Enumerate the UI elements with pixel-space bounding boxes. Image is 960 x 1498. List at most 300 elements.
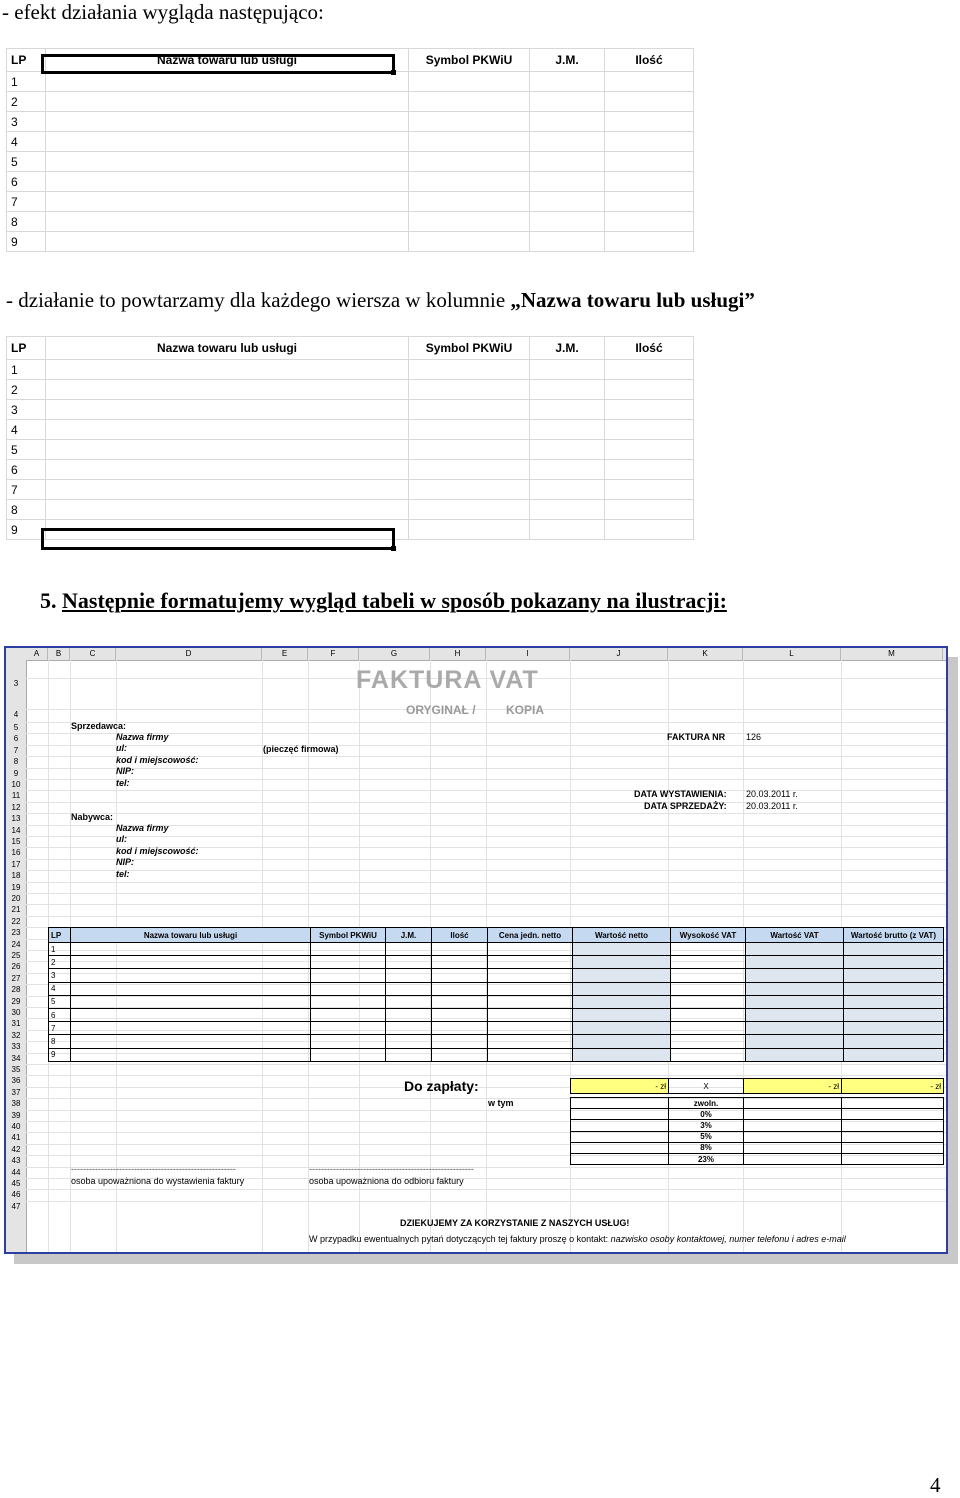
grid-cell [409,480,530,500]
vat-cell [571,1120,669,1131]
grid-header-row [7,337,694,360]
seller-fields-item: kod i miejscowość: [116,754,199,765]
row-number: 42 [11,1144,21,1154]
row-number: 16 [11,848,21,858]
vat-cell [842,1131,944,1142]
invoice-cell [573,982,671,995]
invoice-row [49,1048,944,1061]
invoice-cell [386,1022,432,1035]
grid-cell [409,92,530,112]
vat-cell [571,1098,669,1109]
signature-line-left: ------------------------------------------------------- [71,1164,236,1174]
grid-row [7,132,694,152]
vat-rate: 3% [669,1120,744,1131]
invoice-row-number: 8 [49,1035,71,1048]
invoice-cell [488,956,573,969]
grid-row [7,152,694,172]
row-number: 31 [11,1019,21,1029]
invoice-cell [488,969,573,982]
invoice-cell [386,1048,432,1061]
row-number: 8 [13,757,19,767]
row-number: 14 [11,825,21,835]
column-headers [6,648,946,661]
invoice-header-cell: Wartość brutto (z VAT) [844,928,944,943]
buyer-fields-item: Nazwa firmy [116,823,169,833]
invoice-cell [432,1008,488,1021]
seller-fields-item: Nazwa firmy [116,732,169,742]
gridline-horizontal [26,882,946,883]
grid-row-number: 5 [7,152,46,172]
invoice-header-cell: Wysokość VAT [671,928,746,943]
row-number: 21 [11,905,21,915]
invoice-number: 126 [746,732,762,742]
row-number: 15 [11,837,21,846]
grid-cell [409,152,530,172]
row-number: 13 [11,814,21,824]
original-label: ORYGINAŁ / [406,703,476,717]
gridline-horizontal [26,893,946,894]
grid-row [7,460,694,480]
invoice-cell [488,1022,573,1035]
invoice-header-cell: LP [49,928,71,943]
grid-row [7,480,694,500]
invoice-cell [311,1022,386,1035]
grid-row-number: 1 [7,72,46,92]
gridline-horizontal [26,779,946,780]
grid-row-number: 8 [7,212,46,232]
invoice-cell [746,1035,844,1048]
grid-cell [46,232,409,252]
invoice-cell [432,1035,488,1048]
grid-cell [530,92,605,112]
invoice-cell [71,943,311,956]
vat-cell [571,1153,669,1164]
column-header: K [668,648,743,660]
invoice-cell [746,995,844,1008]
invoice-row [49,982,944,995]
row-number: 3 [13,679,19,688]
invoice-cell [746,982,844,995]
step-number: 5. [40,588,57,613]
grid-row [7,232,694,252]
grid-cell [46,420,409,440]
grid-cell [46,172,409,192]
grid-cell [605,192,694,212]
column-header: G [359,648,430,660]
invoice-header-cell: J.M. [386,928,432,943]
row-number: 25 [11,951,21,960]
vat-cell [744,1109,842,1120]
vat-row [571,1098,944,1109]
vat-cell [571,1142,669,1153]
invoice-row-number: 2 [49,956,71,969]
vat-rate: zwoln. [669,1098,744,1109]
gridline-horizontal [26,870,946,871]
invoice-cell [386,943,432,956]
grid-header-cell: J.M. [530,49,605,72]
grid-cell [46,480,409,500]
invoice-cell [844,995,944,1008]
buyer-fields-item: kod i miejscowość: [116,845,199,856]
invoice-cell [488,1048,573,1061]
grid-row-number: 6 [7,172,46,192]
invoice-cell [573,943,671,956]
grid-row-number: 3 [7,112,46,132]
vat-cell [842,1142,944,1153]
grid-row-number: 1 [7,360,46,380]
page-number: 4 [930,1473,941,1497]
grid-cell [46,92,409,112]
grid-cell [409,192,530,212]
grid-cell [605,212,694,232]
grid-cell [409,460,530,480]
grid-cell [46,500,409,520]
signature-left-caption: osoba upoważniona do wystawienia faktury [71,1176,245,1186]
grid-row [7,192,694,212]
intro-line-2-bold: „Nazwa towaru lub usługi” [510,288,755,312]
grid-row [7,212,694,232]
grid-header-cell: Ilość [605,49,694,72]
grid-cell [530,500,605,520]
row-number: 19 [11,882,21,892]
grid-cell [605,520,694,540]
row-headers [6,660,27,1252]
grid-cell [530,212,605,232]
row-number: 9 [13,768,19,778]
grid-row [7,172,694,192]
invoice-cell [573,1008,671,1021]
vat-row [571,1131,944,1142]
column-header: F [308,648,359,660]
grid-cell [409,440,530,460]
grid-row-number: 7 [7,480,46,500]
stamp-label: (pieczęć firmowa) [263,744,339,754]
invoice-row-number: 6 [49,1008,71,1021]
grid-row [7,440,694,460]
row-number: 34 [11,1053,21,1063]
row-number: 11 [11,791,21,801]
row-number: 28 [11,985,21,995]
grid-cell [530,520,605,540]
gridline-horizontal [26,802,946,803]
row-number: 37 [11,1087,21,1097]
column-header: C [70,648,116,660]
grid-header-cell: Symbol PKWiU [409,337,530,360]
vat-rate: 8% [669,1142,744,1153]
grid-row-number: 2 [7,380,46,400]
invoice-cell [746,1048,844,1061]
vat-cell [842,1098,944,1109]
grid-row-number: 8 [7,500,46,520]
invoice-cell [386,1035,432,1048]
grid-cell [409,500,530,520]
issue-date: 20.03.2011 r. [746,789,798,799]
spreadsheet-grid-2 [6,336,694,540]
invoice-header-cell: Nazwa towaru lub usługi [71,928,311,943]
sale-date: 20.03.2011 r. [746,801,798,811]
grid-cell [46,212,409,232]
invoice-cell [432,956,488,969]
gridline-horizontal [26,836,946,837]
vat-rate: 23% [669,1153,744,1164]
grid-row-number: 6 [7,460,46,480]
grid-cell [530,192,605,212]
invoice-cell [746,956,844,969]
vat-cell [744,1120,842,1131]
grid-cell [530,112,605,132]
invoice-cell [311,982,386,995]
intro-line-2-plain: - działanie to powtarzamy dla każdego wiersza w kolumnie [6,288,511,312]
contact-note-plain: W przypadku ewentualnych pytań dotyczących tej faktury proszę o kontakt: [309,1234,611,1244]
invoice-header-cell: Wartość VAT [746,928,844,943]
invoice-cell [432,995,488,1008]
to-pay-row [570,1078,944,1094]
grid-header-cell: Nazwa towaru lub usługi [46,337,409,360]
row-number: 46 [11,1190,21,1200]
grid-header-cell: Symbol PKWiU [409,49,530,72]
grid-cell [409,132,530,152]
invoice-cell [311,956,386,969]
invoice-cell [311,1008,386,1021]
invoice-row-number: 7 [49,1022,71,1035]
invoice-cell [311,1048,386,1061]
invoice-cell [311,969,386,982]
invoice-row [49,956,944,969]
row-number: 43 [11,1156,21,1166]
invoice-row-number: 4 [49,982,71,995]
grid-row-number: 4 [7,420,46,440]
grid-cell [409,360,530,380]
grid-row [7,112,694,132]
grid-cell [530,400,605,420]
invoice-cell [844,943,944,956]
issue-date-label: DATA WYSTAWIENIA: [634,789,727,799]
invoice-cell [311,995,386,1008]
column-header: H [430,648,486,660]
invoice-cell [386,969,432,982]
invoice-cell [432,1022,488,1035]
grid-cell [605,132,694,152]
to-pay-net: - zł [571,1079,669,1094]
invoice-sheet [4,646,948,1254]
invoice-title: FAKTURA VAT [356,666,539,694]
invoice-cell [573,1048,671,1061]
vat-rate: 5% [669,1131,744,1142]
row-number: 39 [11,1110,21,1120]
to-pay-x: X [669,1079,744,1094]
vat-cell [571,1131,669,1142]
vat-rate: 0% [669,1109,744,1120]
vat-cell [842,1153,944,1164]
gridline-horizontal [26,722,946,723]
grid-row [7,92,694,112]
gridline-horizontal [26,768,946,769]
grid-cell [46,72,409,92]
column-header: E [262,648,308,660]
grid-cell [530,232,605,252]
invoice-cell [432,982,488,995]
invoice-row [49,1008,944,1021]
gridline-horizontal [26,1075,946,1076]
column-header: J [570,648,668,660]
grid-cell [605,152,694,172]
invoice-cell [71,1008,311,1021]
row-number: 18 [11,871,21,881]
row-number: 5 [13,723,19,732]
grid-cell [605,380,694,400]
grid-row [7,400,694,420]
grid-cell [409,232,530,252]
gridline-horizontal [26,1201,946,1202]
grid-cell [605,112,694,132]
invoice-cell [671,1035,746,1048]
invoice-cell [844,982,944,995]
seller-fields-item: NIP: [116,766,134,777]
row-number: 12 [11,802,21,812]
including-label: w tym [488,1098,514,1108]
grid-row-number: 9 [7,232,46,252]
to-pay-vat: - zł [744,1079,842,1094]
row-number: 33 [11,1042,21,1052]
grid-cell [409,172,530,192]
intro-line-2 [6,288,755,313]
grid-row [7,360,694,380]
column-header: M [841,648,943,660]
grid-cell [530,72,605,92]
invoice-cell [671,982,746,995]
invoice-items-table [48,927,944,1062]
invoice-cell [573,995,671,1008]
grid-cell [530,480,605,500]
grid-cell [46,440,409,460]
invoice-cell [671,1022,746,1035]
grid-cell [409,420,530,440]
invoice-row-number: 5 [49,995,71,1008]
row-number: 17 [11,859,21,869]
invoice-cell [71,1048,311,1061]
invoice-cell [844,1035,944,1048]
grid-cell [409,212,530,232]
invoice-row [49,969,944,982]
grid-row-number: 7 [7,192,46,212]
grid-cell [605,92,694,112]
grid-cell [530,132,605,152]
grid-cell [46,112,409,132]
column-header: D [116,648,262,660]
grid-cell [605,72,694,92]
invoice-number-label: FAKTURA NR [667,732,726,742]
vat-row [571,1120,944,1131]
spreadsheet-grid-1 [6,48,694,252]
grid-row-number: 2 [7,92,46,112]
invoice-cell [488,982,573,995]
grid-cell [605,232,694,252]
invoice-cell [844,1022,944,1035]
grid-cell [605,172,694,192]
invoice-cell [311,1035,386,1048]
grid-row [7,72,694,92]
grid-cell [46,380,409,400]
invoice-cell [671,943,746,956]
grid-row [7,420,694,440]
invoice-header-cell: Symbol PKWiU [311,928,386,943]
row-number: 10 [11,780,21,789]
gridline-horizontal [26,1064,946,1065]
row-number: 20 [11,894,21,903]
grid-header-cell: J.M. [530,337,605,360]
vat-cell [744,1098,842,1109]
invoice-row-number: 9 [49,1048,71,1061]
grid-cell [46,192,409,212]
invoice-cell [671,956,746,969]
invoice-cell [573,1022,671,1035]
contact-note [309,1234,846,1244]
to-pay-gross: - zł [842,1079,944,1094]
vat-row [571,1109,944,1120]
grid-cell [409,380,530,400]
signature-right-caption: osoba upoważniona do odbioru faktury [309,1176,464,1186]
invoice-header-cell: Wartość netto [573,928,671,943]
row-number: 26 [11,962,21,972]
invoice-cell [844,1048,944,1061]
gridline-horizontal [26,790,946,791]
gridline-horizontal [26,859,946,860]
grid-header-cell: LP [7,337,46,360]
row-number: 30 [11,1008,21,1017]
grid-cell [530,172,605,192]
row-number: 4 [13,710,19,719]
intro-line-1: - efekt działania wygląda następująco: [2,0,324,24]
gridline-horizontal [26,813,946,814]
grid-header-cell: Nazwa towaru lub usługi [46,49,409,72]
invoice-cell [573,956,671,969]
grid-cell [530,152,605,172]
invoice-row [49,1022,944,1035]
sale-date-label: DATA SPRZEDAŻY: [644,801,727,811]
signature-line-right: ------------------------------------------------------- [309,1164,474,1174]
invoice-cell [671,995,746,1008]
invoice-row-number: 3 [49,969,71,982]
invoice-cell [746,1008,844,1021]
thanks-note: DZIEKUJEMY ZA KORZYSTANIE Z NASZYCH USŁUG! [400,1218,630,1228]
invoice-cell [71,1035,311,1048]
grid-cell [530,360,605,380]
row-number: 27 [11,973,21,983]
grid-row-number: 9 [7,520,46,540]
invoice-cell [573,969,671,982]
grid-cell [530,460,605,480]
row-number: 7 [13,745,19,755]
row-number: 47 [11,1201,21,1211]
invoice-header-cell: Ilość [432,928,488,943]
grid-cell [409,400,530,420]
buyer-fields-item: NIP: [116,857,134,868]
row-number: 22 [11,916,21,926]
row-number: 36 [11,1076,21,1086]
row-number: 32 [11,1030,21,1040]
row-number: 38 [11,1099,21,1109]
step-heading [40,588,727,614]
invoice-cell [432,969,488,982]
invoice-cell [844,969,944,982]
grid-cell [46,460,409,480]
buyer-fields-item: ul: [116,834,127,845]
invoice-cell [488,995,573,1008]
gridline-horizontal [26,904,946,905]
grid-cell [605,480,694,500]
grid-row-number: 4 [7,132,46,152]
gridline-horizontal [26,1189,946,1190]
